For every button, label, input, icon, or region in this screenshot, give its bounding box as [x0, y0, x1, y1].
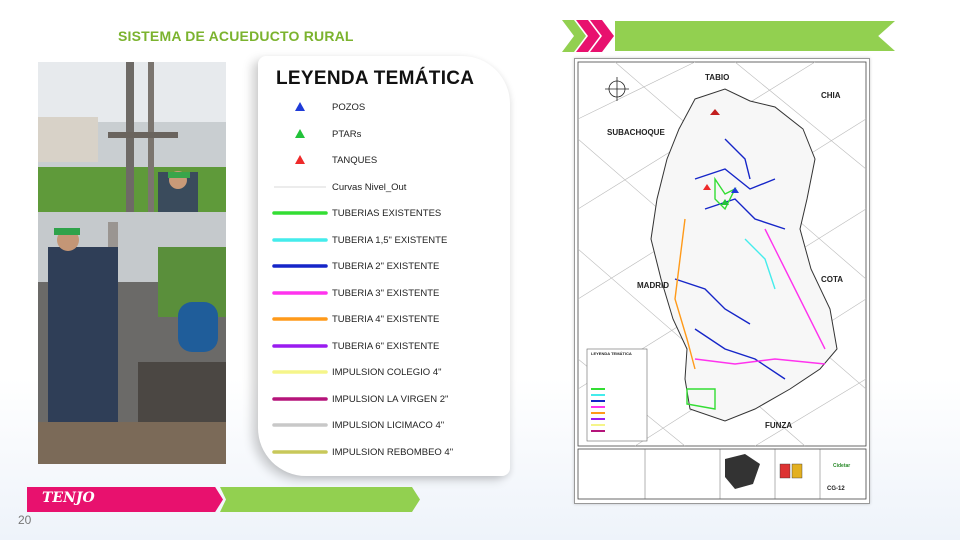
well-drilling-photo: [38, 62, 226, 464]
pipe-line-icon: [272, 202, 328, 228]
pipe-line-icon: [272, 308, 328, 334]
legend-item-impulsion-colegio: [258, 361, 510, 388]
pipe-line-icon: [272, 229, 328, 255]
pipe-line-icon: [272, 441, 328, 467]
thematic-legend-card: [258, 56, 510, 476]
map-label-tabio: TABIO: [705, 73, 730, 82]
legend-item-pozos: [258, 96, 510, 123]
legend-item-tuberia-3: [258, 282, 510, 309]
pipe-line-icon: [272, 335, 328, 361]
legend-label: TUBERIA 2" EXISTENTE: [332, 261, 440, 272]
legend-label: PTARs: [332, 128, 362, 140]
legend-item-tuberia-2: [258, 255, 510, 282]
pipe-line-icon: [272, 282, 328, 308]
legend-label: TANQUES: [332, 155, 378, 166]
legend-label: TUBERIAS EXISTENTES: [332, 208, 442, 219]
map-company-logo: Cidetar: [833, 463, 851, 469]
map-sheet-code: CG-12: [827, 486, 845, 492]
legend-item-impulsion-la-virgen: [258, 388, 510, 415]
legend-label: TUBERIA 4" EXISTENTE: [332, 314, 440, 325]
pipe-line-icon: [272, 255, 328, 281]
legend-item-tuberia-1-5: [258, 229, 510, 256]
legend-item-ptars: [258, 123, 510, 150]
legend-title: LEYENDA TEMÁTICA: [276, 68, 475, 89]
map-label-cota: COTA: [821, 275, 844, 284]
legend-item-impulsion-rebombeo: [258, 441, 510, 468]
pipe-line-icon: [272, 388, 328, 414]
map-label-madrid: MADRID: [637, 281, 669, 290]
legend-label: IMPULSION REBOMBEO 4": [332, 446, 454, 458]
aqueduct-network-map: [574, 58, 870, 504]
red-triangle-icon: [272, 149, 328, 175]
double-chevron-icon: [562, 20, 614, 52]
contour-line-icon: [272, 176, 328, 202]
brand-logo: TENJO: [42, 490, 95, 506]
map-inset-legend-title: LEYENDA TEMÁTICA: [591, 351, 632, 356]
map-label-chia: CHIA: [821, 91, 841, 100]
legend-label: TUBERIA 3" EXISTENTE: [332, 287, 440, 299]
legend-item-tuberia-6: [258, 335, 510, 362]
legend-label: Curvas Nivel_Out: [332, 181, 407, 193]
legend-item-tuberia-4: [258, 308, 510, 335]
legend-item-tanques: [258, 149, 510, 176]
pipe-line-icon: [272, 414, 328, 440]
footer-green-bar: [220, 487, 420, 512]
slide-title: SISTEMA DE ACUEDUCTO RURAL: [118, 28, 354, 44]
map-label-subachoque: SUBACHOQUE: [607, 128, 665, 137]
green-triangle-icon: [272, 123, 328, 149]
legend-label: IMPULSION COLEGIO 4": [332, 367, 442, 378]
blue-triangle-icon: [272, 96, 328, 122]
legend-item-impulsion-licimaco: [258, 414, 510, 441]
legend-label: TUBERIA 1,5" EXISTENTE: [332, 234, 448, 246]
pipe-line-icon: [272, 361, 328, 387]
legend-label: IMPULSION LA VIRGEN 2": [332, 393, 449, 405]
legend-list: [258, 96, 510, 467]
page-number: 20: [18, 513, 32, 527]
legend-label: POZOS: [332, 102, 366, 113]
legend-label: TUBERIA 6" EXISTENTE: [332, 340, 440, 352]
header-banner: [615, 21, 895, 51]
legend-item-curvas-nivel: [258, 176, 510, 203]
map-label-funza: FUNZA: [765, 421, 793, 430]
legend-label: IMPULSION LICIMACO 4": [332, 420, 445, 431]
legend-item-tuberias-existentes: [258, 202, 510, 229]
